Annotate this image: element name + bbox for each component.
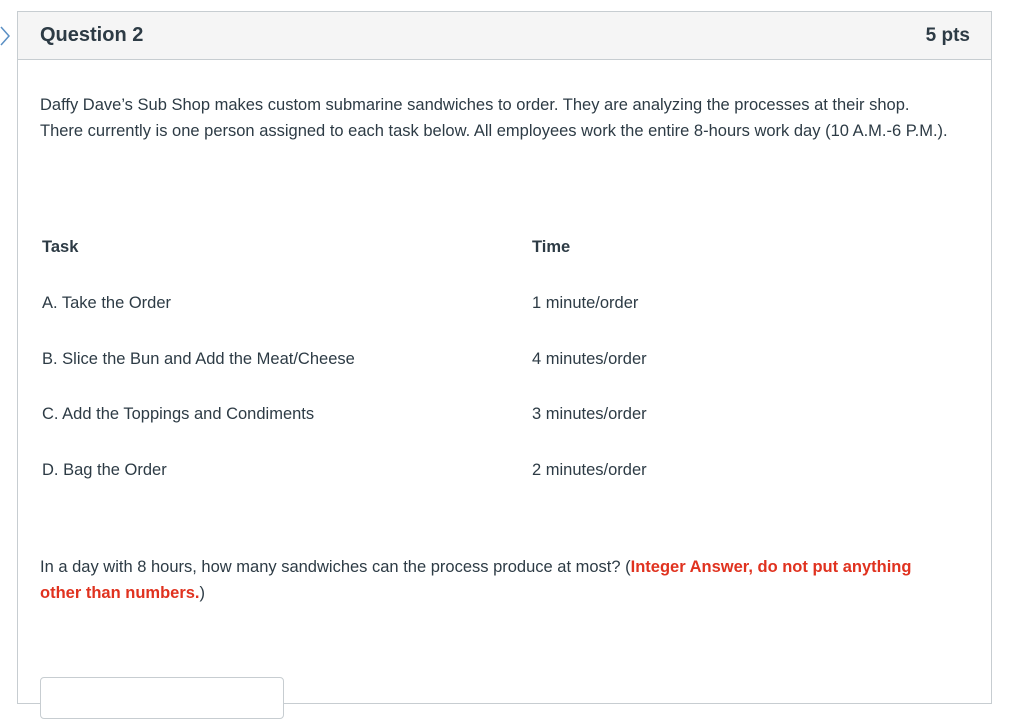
prompt-close: ) (199, 584, 206, 602)
prompt-text: In a day with 8 hours, how many sandwiches can the process produce at most? ( (40, 558, 631, 576)
chevron-right-icon[interactable] (0, 25, 12, 47)
task-time: 1 minute/order (532, 294, 639, 312)
prompt-emphasis: Integer Answer, do not put anything other than numbers. (40, 558, 912, 602)
task-name: C. Add the Toppings and Condiments (42, 405, 315, 423)
question-points: 5 pts (925, 24, 970, 46)
task-column-header: Task (42, 238, 79, 256)
table-row (42, 294, 742, 318)
time-column-header: Time (532, 238, 571, 256)
task-time: 4 minutes/order (532, 350, 647, 368)
table-row (42, 405, 742, 429)
question-title: Question 2 (40, 24, 144, 46)
task-name: D. Bag the Order (42, 461, 167, 479)
table-row (42, 461, 742, 485)
task-time: 2 minutes/order (532, 461, 647, 479)
question-header (18, 12, 991, 60)
question-intro: Daffy Dave’s Sub Shop makes custom submarine sandwiches to order. They are analyzing the processes at their shop. There currently is one person assigned to each task below. All employees work the entire 8-hours work day (10 A.M.-6 P.M.). (40, 96, 948, 140)
task-name: A. Take the Order (42, 294, 172, 312)
question-card (17, 11, 992, 704)
table-row (42, 350, 742, 374)
question-prompt (40, 554, 955, 606)
task-table-header (42, 238, 742, 262)
task-time: 3 minutes/order (532, 405, 647, 423)
task-name: B. Slice the Bun and Add the Meat/Cheese (42, 350, 355, 368)
answer-input[interactable] (40, 677, 284, 719)
